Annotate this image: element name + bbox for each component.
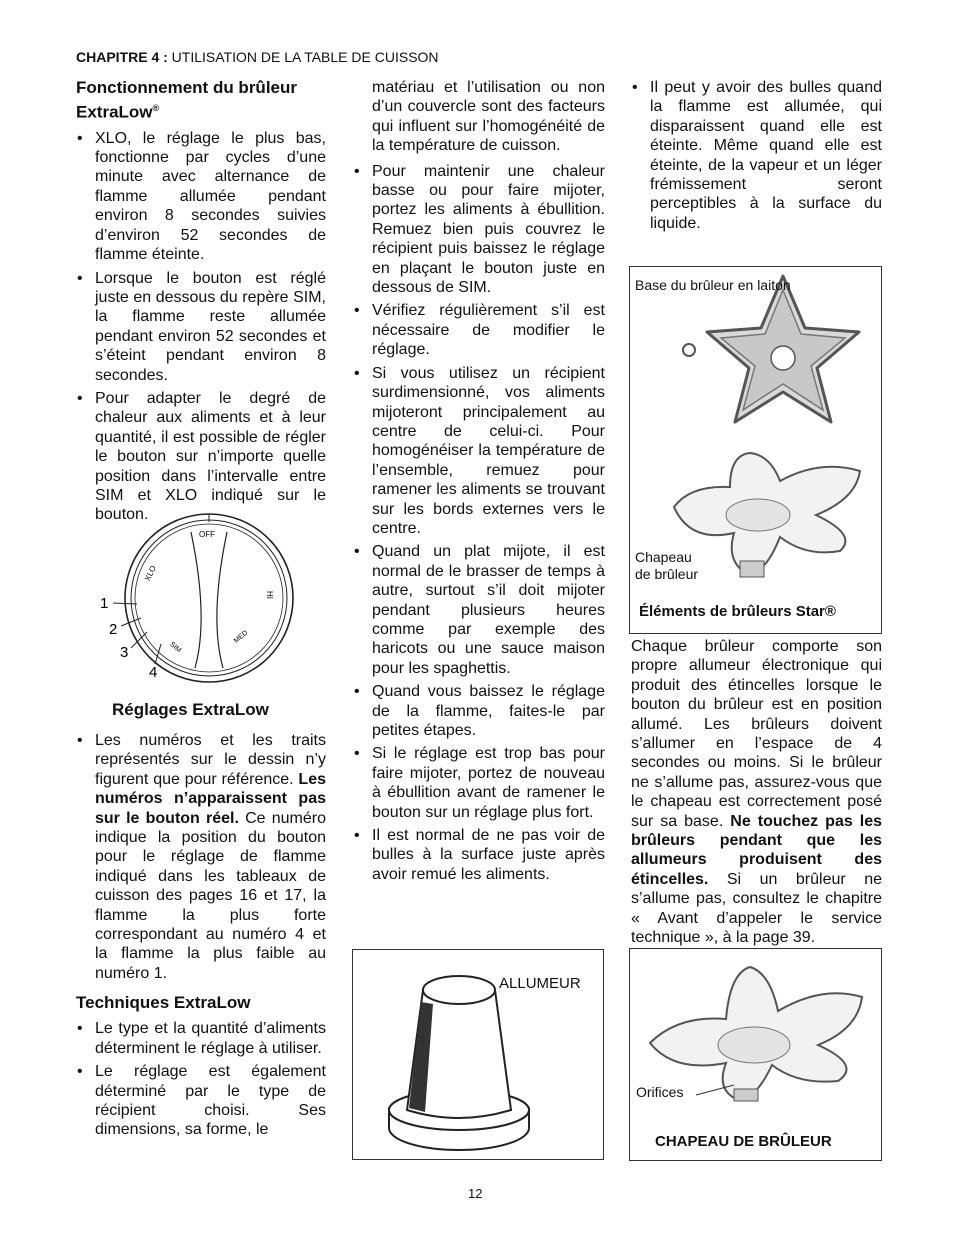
dial-number-3: 3 (120, 644, 129, 661)
list-item: • Il est normal de ne pas voir de bulles à la surface juste après avoir remué les aliments. (353, 826, 605, 884)
star-burner-caption: Éléments de brûleurs Star® (639, 603, 836, 620)
burner-cap-figure (629, 948, 882, 1161)
chapter-header (76, 49, 439, 65)
list-item: • Quand vous baissez le réglage de la flamme, faites-le par petites étapes. (353, 682, 605, 740)
list-item: • Quand un plat mijote, il est normal de le brasser de temps à autre, surtout s’il doit mijoter pendant plusieurs heures comme par exemple des haricots ou une sauce maison pour les spaghettis. (353, 542, 605, 678)
list-item: • Si le réglage est trop bas pour faire mijoter, portez de nouveau à ébullition avant de ramener le bouton sur un réglage plus fort. (353, 744, 605, 822)
column-3 (631, 78, 882, 237)
igniter-figure (352, 949, 604, 1160)
dial-mark-hi: HI (265, 591, 274, 599)
star-burner-figure (629, 266, 882, 634)
list-item: • Vérifiez régulièrement s’il est nécessaire de modifier le réglage. (353, 301, 605, 359)
heading-extralow-techniques: Techniques ExtraLow (76, 993, 251, 1013)
column-1-lower (76, 731, 326, 1144)
list-item: • Les numéros et les traits représentés sur le dessin n’y figurent que pour référence. Les numéros n’apparaissent pas sur le bouton réel. Ce numéro indique la position du bouton pour le réglage de flamme indiqué dans les tableaux de cuisson des pages 16 et 17, la flamme la plus forte correspondant au numéro 4 et la flamme la plus faible au numéro 1. (76, 731, 326, 983)
column-2 (353, 78, 605, 888)
chapter-number: CHAPITRE 4 : (76, 49, 168, 65)
registered-mark: ® (152, 103, 160, 113)
page-number: 12 (468, 1186, 483, 1201)
list-item: • Si vous utilisez un récipient surdimensionné, vos aliments mijoteront principalement au centre de celui-ci. Pour homogénéiser la température de l’ensemble, remuez pour ramener les aliments se trouvant sur les bords externes vers le centre. (353, 364, 605, 539)
list-item: • Le type et la quantité d’aliments déterminent le réglage à utiliser. (76, 1019, 326, 1058)
list-item: • Pour adapter le degré de chaleur aux aliments et à leur quantité, il est possible de régler le bouton sur n’importe quelle position dans l’intervalle entre SIM et XLO indiqué sur le bouton. (76, 389, 326, 525)
igniter-paragraph: Chaque brûleur comporte son propre allumeur électronique qui produit des étincelles lorsque le bouton du brûleur est en position allumé. Les brûleurs doivent s’allumer en l’espace de 4 secondes ou moins. Si le brûleur ne s’allume pas, assurez-vous que le chapeau est correctement posé sur sa base. Ne touchez pas les brûleurs pendant que les allumeurs produisent des étincelles. Si un brûleur ne s’allume pas, consultez le chapitre « Avant d’appeler le service technique », à la page 39. (631, 638, 883, 947)
dial-number-4: 4 (149, 664, 158, 681)
dial-caption: Réglages ExtraLow (112, 700, 269, 719)
chapter-title: UTILISATION DE LA TABLE DE CUISSON (167, 49, 439, 65)
list-item: • XLO, le réglage le plus bas, fonctionne par cycles d’une minute avec alternance de flamme allumée pendant environ 8 secondes suivies d’environ 52 secondes de flamme éteinte. (76, 129, 326, 265)
dial-number-2: 2 (109, 621, 118, 638)
bullet-list-operation (76, 129, 326, 525)
dial-mark-off: OFF (199, 530, 215, 539)
list-item: • Pour maintenir une chaleur basse ou pour faire mijoter, portez les aliments à ébullition. Remuez bien puis couvrez le récipient puis baissez le réglage en plaçant le bouton juste en dessous de SIM. (353, 162, 605, 298)
dial-number-1: 1 (100, 595, 109, 612)
dial-mark-xlo: XLO (142, 564, 158, 583)
burner-base-label: Base du brûleur en laiton (635, 277, 791, 293)
continuation-text: matériau et l’utilisation ou non d’un couvercle sont des facteurs qui influent sur l’homogénéité de la température de cuisson. (372, 79, 605, 155)
bullet-list-techniques (76, 1019, 326, 1139)
extralow-dial-diagram (95, 508, 335, 688)
dial-mark-sim: SIM (168, 640, 183, 655)
bullet-list-simmering (353, 162, 605, 885)
burner-base-illustration (675, 270, 880, 450)
igniter-label: ALLUMEUR (499, 975, 581, 992)
dial-mark-med: MED (232, 629, 250, 645)
ports-label: Orifices (636, 1084, 684, 1100)
burner-cap-caption: CHAPEAU DE BRÛLEUR (655, 1133, 832, 1150)
list-item: • Le réglage est également déterminé par le type de récipient choisi. Ses dimensions, sa forme, le (76, 1062, 326, 1140)
list-item: • Lorsque le bouton est réglé juste en dessous du repère SIM, la flamme reste allumée pendant environ 52 secondes et s’éteint pendant environ 8 secondes. (76, 269, 326, 385)
column-3-lower (631, 637, 882, 948)
burner-cap-label: Chapeau de brûleur (635, 549, 699, 582)
heading-extralow-operation: Fonctionnement du brûleur ExtraLow® (76, 78, 297, 122)
column-1 (76, 78, 326, 529)
list-item: • Il peut y avoir des bulles quand la flamme est allumée, qui disparaissent quand elle est éteinte. Même quand elle est éteinte, de la vapeur et un léger frémissement seront perceptibles à la surface du liquide. (631, 78, 882, 233)
